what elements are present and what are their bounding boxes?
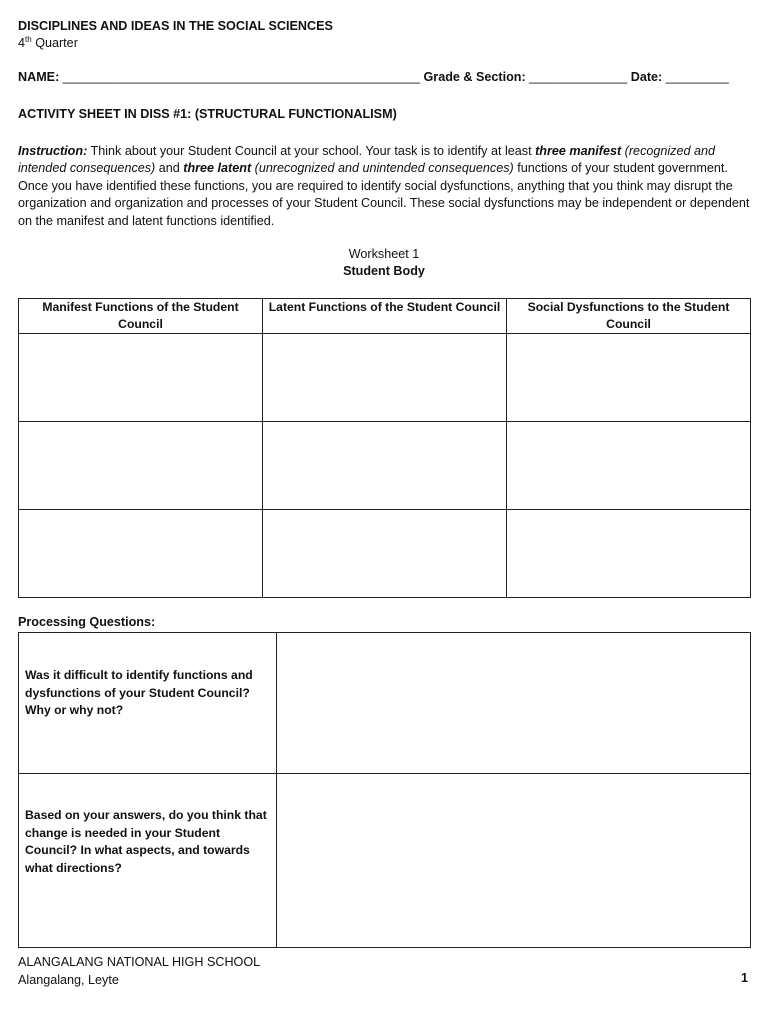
name-label: NAME: (18, 70, 60, 84)
table-row (19, 334, 751, 422)
column-header-manifest: Manifest Functions of the Student Council (19, 299, 263, 334)
answer-cell[interactable] (263, 510, 507, 598)
question-text: Based on your answers, do you think that change is needed in your Student Council? In what aspects, and towards what directions? (25, 808, 267, 875)
question-row (19, 774, 751, 948)
answer-cell[interactable] (19, 510, 263, 598)
question-text: Was it difficult to identify functions and dysfunctions of your Student Council? Why or why not? (25, 668, 253, 718)
answer-cell[interactable] (19, 334, 263, 422)
school-name: ALANGALANG NATIONAL HIGH SCHOOL (18, 955, 261, 969)
worksheet-title: Worksheet 1 (348, 247, 420, 261)
footer (18, 953, 260, 989)
student-info-line (18, 70, 750, 84)
answer-cell[interactable] (277, 774, 751, 948)
answer-cell[interactable] (277, 633, 751, 774)
grade-section-label: Grade & Section: (423, 70, 526, 84)
activity-title: ACTIVITY SHEET IN DISS #1: (STRUCTURAL FUNCTIONALISM) (18, 107, 397, 121)
question-cell (19, 774, 277, 948)
school-location: Alangalang, Leyte (18, 973, 119, 987)
question-row (19, 633, 751, 774)
grade-section-blank: ______________ (529, 70, 628, 84)
document-header (18, 18, 333, 52)
instruction-label: Instruction: (18, 144, 88, 158)
subject-title: DISCIPLINES AND IDEAS IN THE SOCIAL SCIENCES (18, 19, 333, 33)
answer-cell[interactable] (19, 422, 263, 510)
answer-cell[interactable] (507, 334, 751, 422)
quarter-label: 4th Quarter (18, 34, 78, 50)
functions-table (18, 298, 751, 598)
question-cell (19, 633, 277, 774)
name-blank: ___________________________________________________ (62, 70, 420, 84)
functions-table-header (19, 299, 751, 334)
instruction-paragraph: Instruction: Think about your Student Council at your school. Your task is to identify at least three manifest (recognized and intended consequences) and three latent (unrecognized and unintended consequences) functions of your student government. Once you have identified these functions, you are required to identify social dysfunctions, anything that you think may disrupt the organization and organization and processes of your Student Council. These social dysfunctions may be independent or dependent on the manifest and latent functions identified. (18, 144, 750, 228)
page-number: 1 (740, 971, 748, 985)
date-label: Date: (630, 70, 663, 84)
table-row (19, 422, 751, 510)
answer-cell[interactable] (507, 510, 751, 598)
column-header-latent: Latent Functions of the Student Council (263, 299, 507, 334)
answer-cell[interactable] (263, 334, 507, 422)
answer-cell[interactable] (507, 422, 751, 510)
processing-questions-table (18, 632, 751, 948)
worksheet-subtitle: Student Body (343, 264, 425, 278)
processing-questions-label: Processing Questions: (18, 615, 156, 629)
answer-cell[interactable] (263, 422, 507, 510)
table-row (19, 510, 751, 598)
date-blank: _________ (665, 70, 729, 84)
column-header-dysfunctions: Social Dysfunctions to the Student Council (507, 299, 751, 334)
